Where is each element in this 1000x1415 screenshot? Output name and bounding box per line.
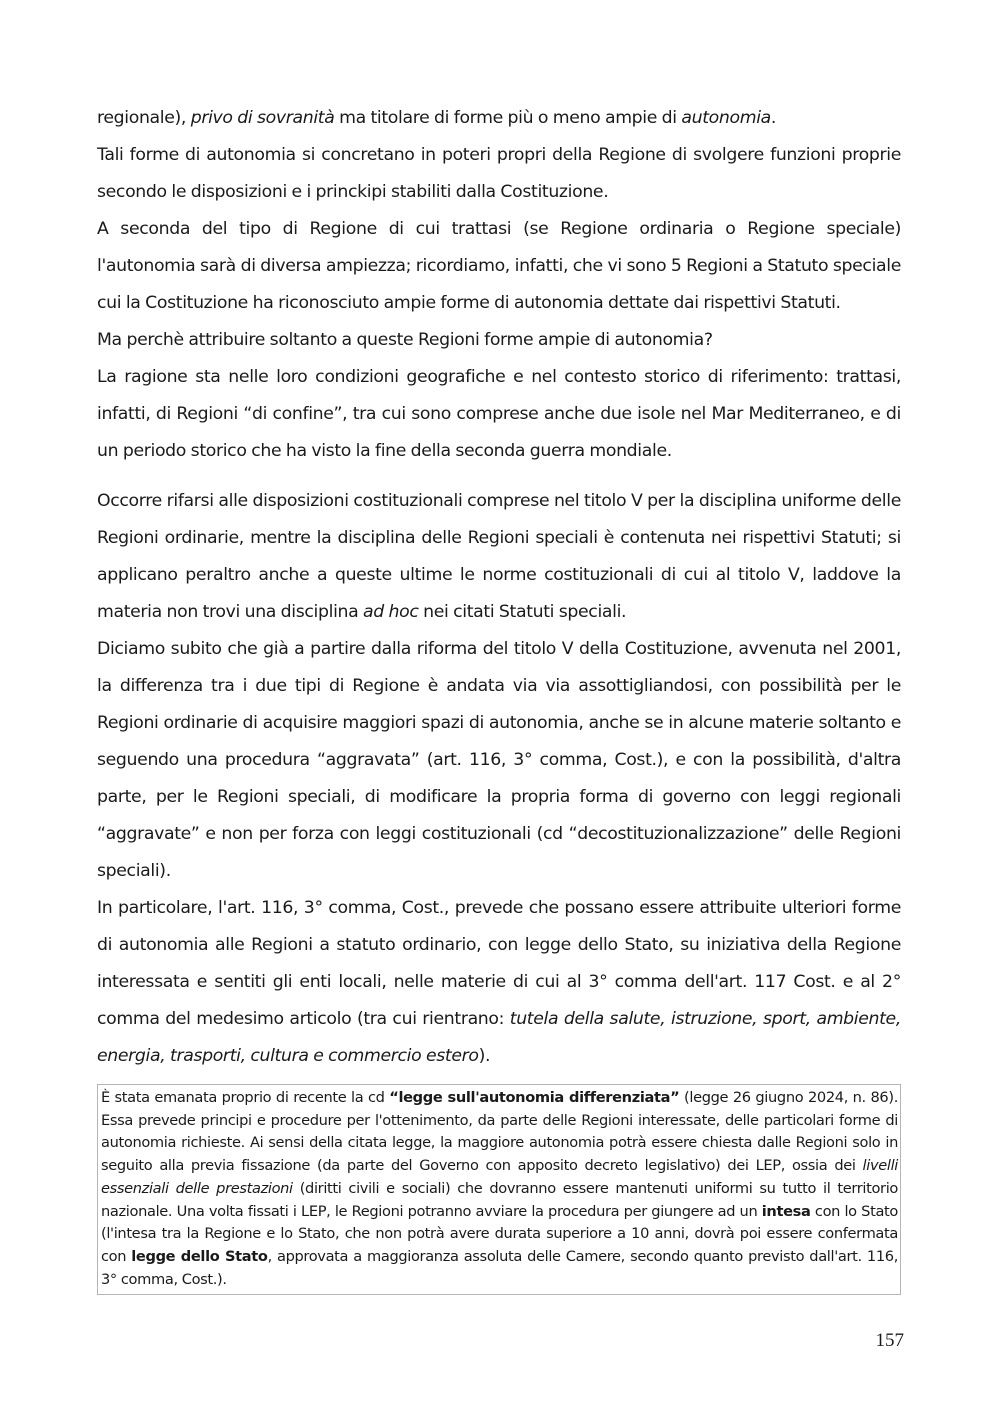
paragraph	[97, 211, 901, 322]
page-body	[97, 100, 901, 1295]
text-run: .	[770, 108, 777, 128]
text-run: In particolare, l'art. 116, 3° comma, Cost., prevede che possano essere attribuite ulteriori forme di autonomia alle Regioni a statuto ordinario, con legge dello Stato, su iniziativa della Regione interessata e sentiti gli enti locali, nelle materie di cui al 3° comma dell'art. 117 Cost. e al 2° comma del medesimo articolo (tra cui rientrano:	[97, 898, 901, 1029]
text-run: ).	[478, 1046, 491, 1066]
text-run: (diritti civili e sociali) che dovranno essere mantenuti uniformi su tutto il territorio nazionale. Una volta fissati i LEP, le Regioni potranno avviare la procedura per giungere ad un	[101, 1179, 898, 1220]
bold-text: intesa	[761, 1202, 811, 1220]
paragraph	[97, 890, 901, 1075]
paragraph	[97, 137, 901, 211]
text-run: La ragione sta nelle loro condizioni geografiche e nel contesto storico di riferimento: trattasi, infatti, di Regioni “di confine”, tra cui sono comprese anche due isole nel Mar Mediterraneo, e di un periodo storico che ha visto la fine della seconda guerra mondiale.	[97, 367, 901, 461]
italic-text: tutela della salute, istruzione, sport, ambiente, energia, trasporti, cultura e commercio estero	[97, 1009, 901, 1066]
paragraph	[97, 100, 901, 137]
paragraph	[97, 483, 901, 631]
text-run: regionale),	[97, 108, 191, 128]
paragraph	[97, 631, 901, 890]
italic-text: livelli essenziali delle prestazioni	[101, 1157, 898, 1197]
text-run: A seconda del tipo di Regione di cui trattasi (se Regione ordinaria o Regione speciale) l'autonomia sarà di diversa ampiezza; ricordiamo, infatti, che vi sono 5 Regioni a Statuto speciale cui la Costituzione ha riconosciuto ampie forme di autonomia dettate dai rispettivi Statuti.	[97, 219, 901, 313]
italic-text: privo di sovranità	[190, 108, 335, 128]
main-text	[97, 100, 901, 1075]
text-run: È stata emanata proprio di recente la cd	[101, 1089, 390, 1106]
text-run: Diciamo subito che già a partire dalla riforma del titolo V della Costituzione, avvenuta nel 2001, la differenza tra i due tipi di Regione è andata via via assottigliandosi, con possibilità per le Regioni ordinarie di acquisire maggiori spazi di autonomia, anche se in alcune materie soltanto e seguendo una procedura “aggravata” (art. 116, 3° comma, Cost.), e con la possibilità, d'altra parte, per le Regioni speciali, di modificare la propria forma di governo con leggi regionali “aggravate” e non per forza con leggi costituzionali (cd “decostituzionalizzazione” delle Regioni speciali).	[97, 639, 901, 881]
bold-text: “legge sull'autonomia differenziata”	[389, 1089, 680, 1106]
text-run: Tali forme di autonomia si concretano in poteri propri della Regione di svolgere funzioni proprie secondo le disposizioni e i princkipi stabiliti dalla Costituzione.	[97, 145, 901, 202]
text-run: (legge 26 giugno 2024, n. 86). Essa prevede principi e procedure per l'ottenimento, da parte delle Regioni interessate, delle particolari forme di autonomia richieste. Ai sensi della citata legge, la maggiore autonomia potrà essere chiesta dalle Regioni solo in seguito alla previa fissazione (da parte del Governo con apposito decreto legislativo) dei LEP, ossia dei	[101, 1089, 898, 1175]
italic-text: ad hoc	[363, 602, 419, 622]
bold-text: legge dello Stato	[131, 1247, 268, 1265]
paragraph	[97, 322, 901, 359]
text-run: nei citati Statuti speciali.	[418, 602, 627, 622]
text-run: con lo Stato (l'intesa tra la Regione e lo Stato, che non potrà avere durata superiore a 10 anni, dovrà poi essere confermata con	[101, 1202, 898, 1265]
note-box	[97, 1084, 901, 1295]
page-number: 157	[875, 1330, 904, 1351]
text-run: , approvata a maggioranza assoluta delle Camere, secondo quanto previsto dall'art. 116, 3° comma, Cost.).	[101, 1247, 898, 1288]
text-run: Ma perchè attribuire soltanto a queste Regioni forme ampie di autonomia?	[97, 330, 713, 350]
text-run: ma titolare di forme più o meno ampie di	[334, 108, 682, 128]
paragraph	[97, 359, 901, 470]
italic-text: autonomia	[681, 108, 771, 128]
text-run: Occorre rifarsi alle disposizioni costituzionali comprese nel titolo V per la disciplina uniforme delle Regioni ordinarie, mentre la disciplina delle Regioni speciali è contenuta nei rispettivi Statuti; si applicano peraltro anche a queste ultime le norme costituzionali di cui al titolo V, laddove la materia non trovi una disciplina	[97, 491, 901, 622]
